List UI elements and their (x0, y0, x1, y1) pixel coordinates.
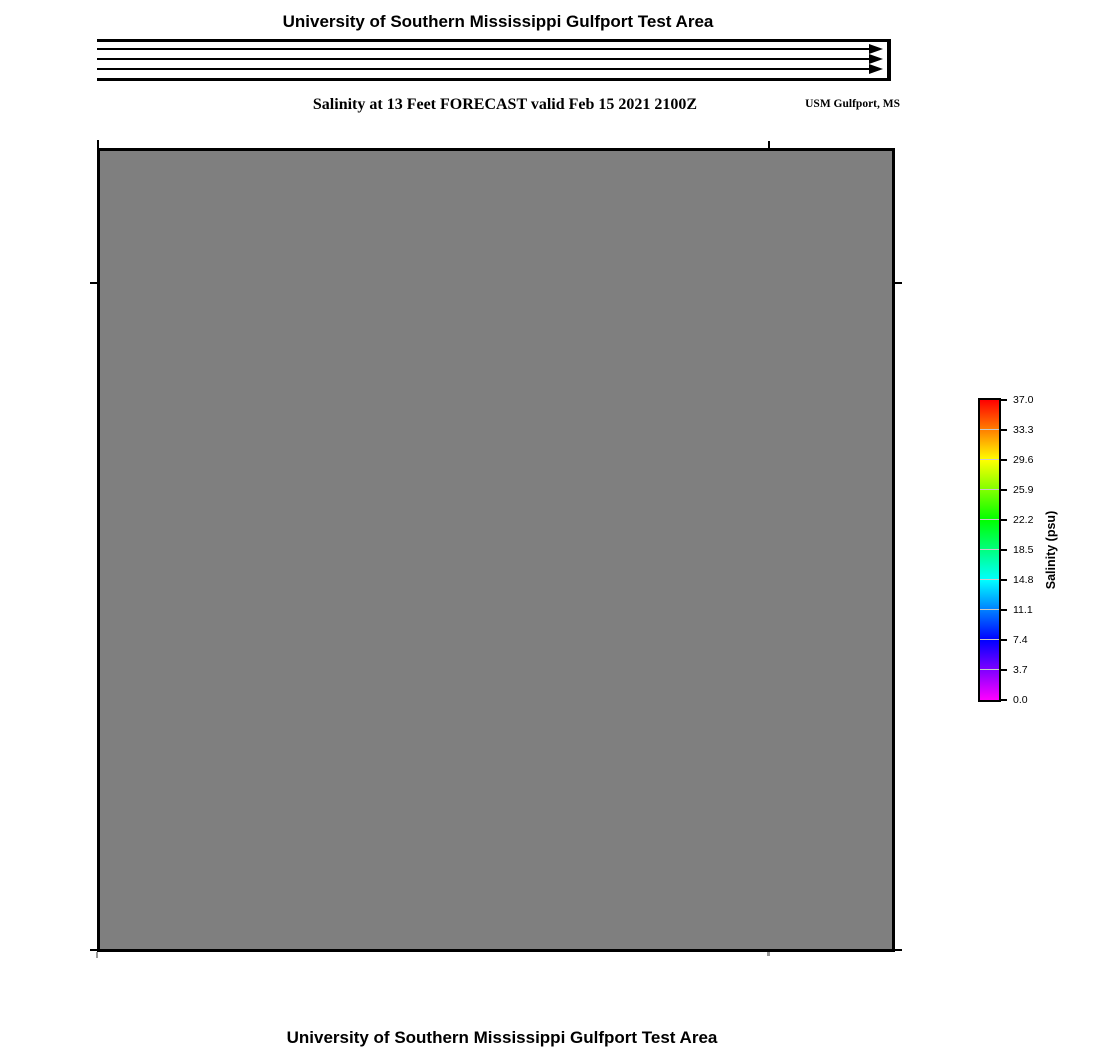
colorbar-tick (1001, 639, 1007, 641)
colorbar-tick-label: 7.4 (1013, 634, 1028, 646)
banner-top-rule (97, 39, 891, 42)
flow-banner (97, 39, 891, 81)
colorbar-tick-label: 3.7 (1013, 664, 1028, 676)
axis-tick-bottom-left (96, 952, 98, 958)
axis-tick-bottom-mid (767, 952, 770, 956)
figure-bottom-title: University of Southern Mississippi Gulfport Test Area (286, 1028, 718, 1047)
colorbar-tick-label: 37.0 (1013, 394, 1034, 406)
colorbar-tick (1001, 459, 1007, 461)
right-arrow-icon (869, 64, 883, 74)
colorbar-gridline (980, 429, 999, 430)
colorbar-gridline (980, 519, 999, 520)
axis-tick-left-mid (90, 282, 97, 284)
station-label: USM Gulfport, MS (805, 98, 900, 110)
axis-tick-top-left (97, 140, 99, 148)
axis-tick-top-mid (768, 141, 770, 148)
colorbar-tick (1001, 579, 1007, 581)
colorbar-tick-label: 14.8 (1013, 574, 1034, 586)
colorbar-gridline (980, 609, 999, 610)
banner-right-rule (887, 39, 891, 81)
flow-line (97, 48, 873, 50)
colorbar-tick-label: 18.5 (1013, 544, 1034, 556)
colorbar-gridline (980, 459, 999, 460)
flow-line (97, 68, 873, 70)
colorbar-tick (1001, 399, 1007, 401)
colorbar-tick (1001, 519, 1007, 521)
banner-bottom-rule (97, 78, 891, 81)
colorbar-tick-label: 0.0 (1013, 694, 1028, 706)
flow-line (97, 58, 873, 60)
figure-top-title: University of Southern Mississippi Gulfport Test Area (282, 12, 714, 31)
colorbar-gridline (980, 669, 999, 670)
colorbar-gridline (980, 489, 999, 490)
map-plot-area (97, 148, 895, 952)
colorbar-tick-label: 29.6 (1013, 454, 1034, 466)
colorbar-tick (1001, 549, 1007, 551)
right-arrow-icon (869, 54, 883, 64)
colorbar-gridline (980, 579, 999, 580)
colorbar-tick-label: 25.9 (1013, 484, 1034, 496)
colorbar-gradient (978, 398, 1001, 702)
colorbar-gridline (980, 549, 999, 550)
colorbar-gridline (980, 639, 999, 640)
axis-tick-right-bottom (895, 949, 902, 951)
colorbar-tick-label: 11.1 (1013, 604, 1033, 616)
colorbar-tick (1001, 609, 1007, 611)
colorbar-tick (1001, 489, 1007, 491)
right-arrow-icon (869, 44, 883, 54)
colorbar-tick (1001, 669, 1007, 671)
colorbar-axis-label: Salinity (psu) (1044, 510, 1058, 590)
colorbar-tick (1001, 429, 1007, 431)
forecast-subtitle: Salinity at 13 Feet FORECAST valid Feb 15 2021 2100Z (312, 96, 698, 113)
axis-tick-right-mid (895, 282, 902, 284)
colorbar-tick (1001, 699, 1007, 701)
colorbar-tick-label: 33.3 (1013, 424, 1034, 436)
axis-tick-left-bottom (90, 949, 97, 951)
colorbar-tick-label: 22.2 (1013, 514, 1034, 526)
